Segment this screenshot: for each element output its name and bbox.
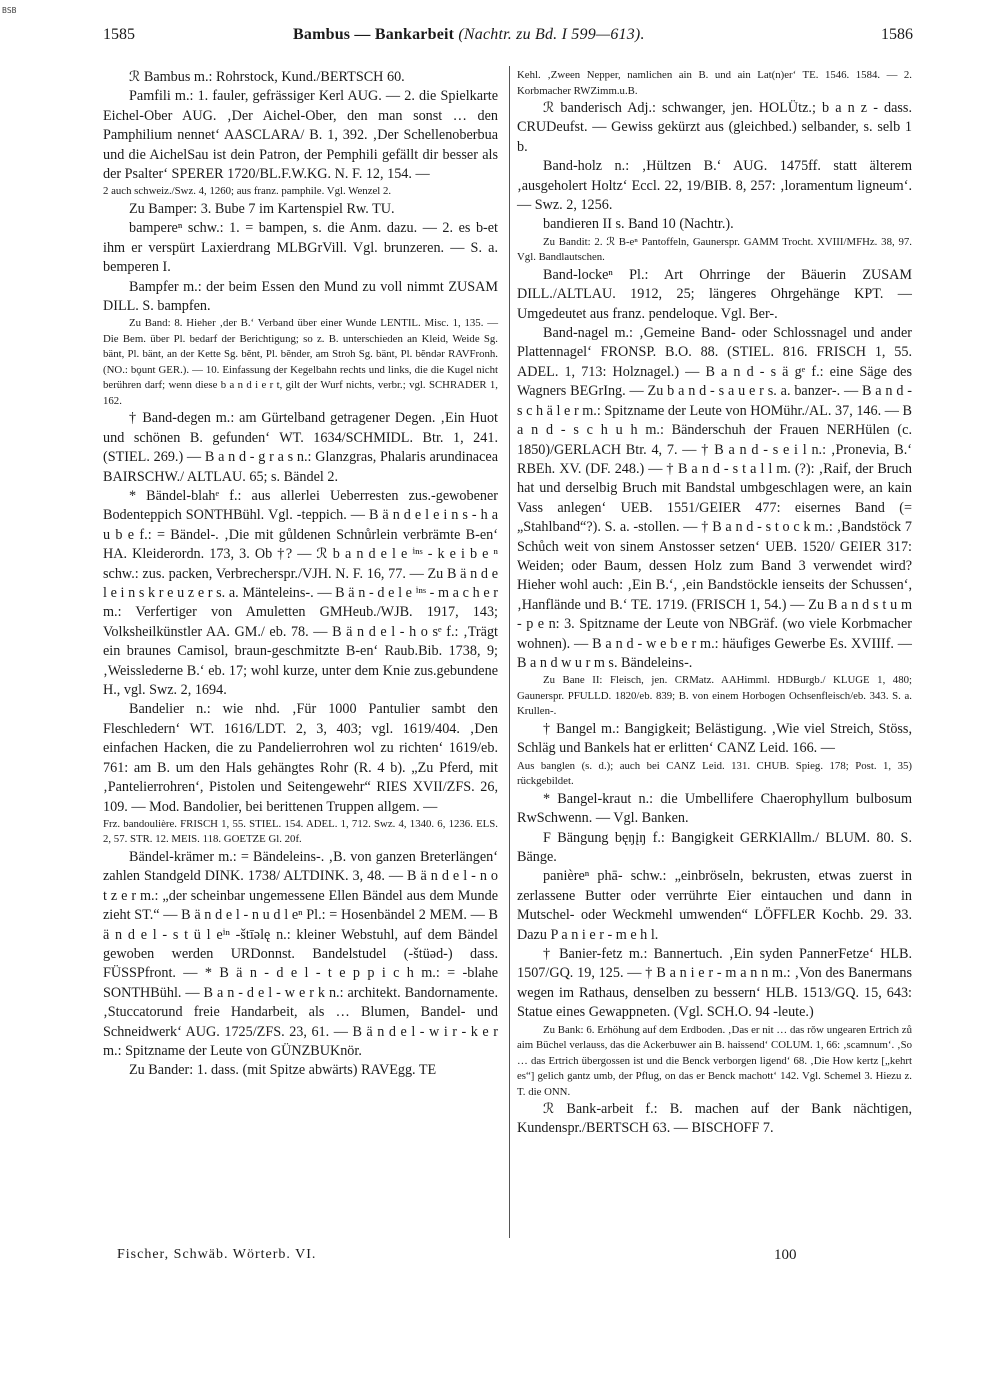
dictionary-entry: ℛ Bank-arbeit f.: B. machen auf der Bank nächtigen, Kundenspr./BERTSCH 63. — BISCHOFF 7. [517,1101,912,1137]
dictionary-entry: Kehl. ‚Zween Nepper, namlichen ain B. und ain Lat(n)er‘ TE. 1546. 1584. — 2. Korbmacher RWZimm.u.B. [517,69,912,97]
dictionary-entry: Band-holz n.: ‚Hültzen B.‘ AUG. 1475ff. statt älterem ‚ausgeholert Holtz‘ Eccl. 22, 19/BIB. 8, 257: ‚loramentum ligneum‘. — Swz. 2, 1256. [517,158,912,214]
dictionary-entry: bandieren II s. Band 10 (Nachtr.). [543,216,734,233]
dictionary-entry: Bampfer m.: der beim Essen den Mund zu voll nimmt ZUSAM DILL. S. bampfen. [103,278,498,314]
dictionary-entry: † Bangel m.: Bangigkeit; Belästigung. ‚Wie viel Streich, Stöss, Schläg und Bankels hat er erlitten‘ CANZ Leid. 166. — [517,720,912,757]
header-title-text: Bambus — Bankarbeit [293,26,455,43]
dictionary-entry: Zu Bank: 6. Erhöhung auf dem Erdboden. ‚Das er nit … das rǒw ungearen Ertrich zů aim Büchel verlauss, das die Ackerbuwer ain B. haissend‘ COLUM. 1, 66: ‚scamnum‘. ‚So … das Ertrich übergossen ist und die Benck verborgen ligend‘ 68. ‚Die How kertz [„kehrt es“] gelich gantz umb, der Pflug, on das er Benck machott‘ 142. Vgl. Schemel 3. Hiezu z. T. die ONN. [517,1023,912,1098]
page-header [103,26,913,48]
header-title [293,26,645,44]
dictionary-entry: Band-lockeⁿ Pl.: Art Ohrringe der Bäuerin ZUSAM DILL./ALTLAU. 1912, 25; längeres Ohrgehänge KPT. — Umgedeutet aus franz. pendeloque. Vgl. Ber-. [517,266,912,322]
dictionary-entry: ℛ banderisch Adj.: schwanger, jen. HOLÜtz.; b a n z - dass. CRUDeufst. — Gewiss gekürzt aus (gleichbed.) selbander, s. selb 1 b. [517,100,912,155]
column-divider [509,66,510,1238]
dictionary-entry: Zu Bandit: 2. ℛ B-eⁿ Pantoffeln, Gaunerspr. GAMM Trocht. XVIII/MFHz. 38, 97. Vgl. Bandlautschen. [517,235,912,264]
dictionary-entry: Pamfili m.: 1. fauler, gefrässiger Kerl AUG. — 2. die Spielkarte Eichel-Ober AUG. ‚Der Aichel-Ober, den man sonst … den Pamphilium nennet‘ AASCLARA/ B. 1, 392. ‚Der Schellenoberbua und die AichelSau ist dein Patron, der Pemphili gefällt dir besser als der Psalter‘ SPERER 1720/BL.F.W.KG. N. F. 12, 154. — [103,88,498,183]
dictionary-entry: panièreⁿ phā- schw.: „einbröseln, bekrusten, etwas zuerst in zerlassene Butter oder verrührte Eier eintauchen und dann in Mutschel- oder Weckmehl umwenden“ LÖFFLER Kochb. 29. 33. Dazu P a n i e r - m e h l. [517,868,912,943]
page-number-right: 1586 [881,26,913,43]
dictionary-entry: bampereⁿ schw.: 1. = bampen, s. die Anm. dazu. — 2. es b-et ihm er verspürt Laxierdrang MLBGrVill. Vgl. brunzeren. — S. a. bemperen I. [103,220,498,276]
footer-source: Fischer, Schwäb. Wörterb. VI. [117,1247,317,1262]
dictionary-entry: Frz. bandoulière. FRISCH 1, 55. STIEL. 154. ADEL. 1, 712. Swz. 4, 1340. 6, 1236. ELS. 2, 57. STR. 12. MEIS. 118. GOETZE Gl. 20f. [103,817,498,846]
dictionary-entry: * Bangel-kraut n.: die Umbellifere Chaerophyllum bulbosum RwSchwenn. — Vgl. Banken. [517,790,912,827]
dictionary-entry: Zu Bander: 1. dass. (mit Spitze abwärts) RAVEgg. TE [129,1062,437,1079]
page-footer [117,1247,917,1271]
page-number-left: 1585 [103,26,135,43]
dictionary-entry: ℛ Bambus m.: Rohrstock, Kund./BERTSCH 60. [129,69,405,85]
library-stamp: BSB [2,6,17,15]
dictionary-entry: Zu Band: 8. Hieher ‚der B.‘ Verband über einer Wunde LENTIL. Misc. 1, 135. — Die Bem. über Pl. bedarf der Berichtigung; so z. B. unterschieden an Kleid, Weide Sg. bänt, Pl. bänt, an der Kette Sg. bĕnt, Pl. bĕnder, am Stroh Sg. bänt, Pl. bĕndər RAVFronh. (NO.: bǫunt GER.). — 10. Einfassung der Kegelbahn rechts und links, die die Kugel nicht berühren darf; wenn diese b a n d i e r t, gilt der Wurf nichts, verbr.; vgl. SCHRADER 1, 162. [103,317,498,407]
right-column [517,68,912,1139]
left-column [103,68,498,1081]
dictionary-entry: Bändel-krämer m.: = Bändeleins-. ‚B. von ganzen Breterlängen‘ zahlen Standgeld DINK. 1738/ ALTDINK. 3, 48. — B ä n d e l - n o t z e r m.: „der scheinbar ungemessene Ellen Bändel aus dem Munde zieht ST.“ — B ä n d e l - n u d l eⁿ Pl.: = Hosenbändel 2 MEM. — B ä n d e l - s t ü l eⁱⁿ -štīəlę n.: kleiner Webstuhl, auf dem Bändel gewoben werden URDonnst. Bandelstudel (-štüəd-) dass. FÜSSPfront. — * B ä n - d e l - t e p p i c h m.: = -blahe SONTHBühl. — B a n - d e l - w e r k n.: architekt. Bandornamente. ‚Stuccatorund freie Handarbeit, als … Blumen, Bandel- und Schneidwerk‘ AUG. 1725/ZFS. 23, 61. — B ä n d e l - w i r - k e r m.: Spitzname der Leute von GÜNZBUKnör. [103,848,498,1059]
dictionary-entry: † Band-degen m.: am Gürtelband getragener Degen. ‚Ein Huot und schönen B. gefunden‘ WT. 1634/SCHMIDL. Btr. 1, 241. (STIEL. 269.) — B a n d - g r a s n.: Glanzgras, Phalaris arundinacea BAIRSCHW./ ALTLAU. 65; s. Bändel 2. [103,410,498,485]
dictionary-entry: Zu Bane II: Fleisch, jen. CRMatz. AAHimml. HDBurgb./ KLUGE 1, 480; Gaunerspr. PFULLD. 1820/eb. 839; B. von einem Horbogen Ochsenfleisch/eb. 343. S. a. Krullen-. [517,674,912,718]
dictionary-entry: Band-nagel m.: ‚Gemeine Band- oder Schlossnagel und ander Plattennagel‘ FRONSP. B.O. 88. (STIEL. 816. FRISCH 1, 55. ADEL. 1, 713: Holznagel.) — B a n d - s ä gᵉ f.: eine Säge des Wagners BEGrIng. — Zu b a n d - s a u e r s. a. banzer-. — B a n d - s c h ä l e r m.: Spitzname der Leute von HOMühr./AL. 37, 146. — B a n d - s c h u h m.: Bänderschuh der Frauen NERHülen (c. 1850)/GERLACH Btr. 4, 7. — † B a n d - s e i l n.: ‚Pronevia, B.‘ RBEh. XV. (DF. 248.) — † B a n d - s t a l l m. (?): ‚Raif, der Bruch hat und derselbig Bruch mit Bandstal umbgeschlagen were, an kain Vass anlegen‘ UEB. 1551/GEIER 477: eisernes Band (= „Stahlband“?). S. a. -stollen. — † B a n d - s t o c k m.: ‚Bandstöck 7 Schůch weit von sinem Anstosser setzen‘ UEB. 1520/ GEIER 317: Weiden; oder Baum, dessen Holz zum Band 3 verwendet wird? Hieher wohl auch: ‚Ein B.‘, ‚ein Bandstöckle ienseits der Schussen‘, ‚Hanflände und B.‘ TE. 1719. (FRISCH 1, 54.) — Zu B a n d s t u m - p e n: 3. Spitzname der Leute von NBGräf. (wo viele Korbmacher wohnen). — B a n d - w e b e r m.: häufiges Gewerbe Es. XVIIIf. — B a n d w u r m s. Bändeleins-. [517,325,912,671]
dictionary-entry: * Bändel-blahᵉ f.: aus allerlei Ueberresten zus.-gewobener Bodenteppich SONTHBühl. Vgl. -teppich. — B ä n d e l e i n s - h a u b e f.: = Bändel-. ‚Die mit gůldenen Schnůrlein verbrämte B-en‘ HA. Kleiderordn. 173, 3. Ob †? — ℛ b a n d e l e ⁱⁿˢ - k e i b e ⁿ schw.: zus. packen, Verbrecherspr./VJH. N. F. 16, 77. — Zu B ä n d e l e i n s k r e u z e r s. a. Mänteleins-. — B ä n - d e l e ⁱⁿˢ - m a c h e r m.: Verfertiger von Amuletten GMHeub./WJB. 1917, 143; Volksheilkünstler AA. GM./ eb. 78. — B ä n d e l - h o sᵉ f.: ‚Trägt ein braunes Camisol, braun-geschmitzte B-en‘ Raub.Bib. 1738, 9; ‚Weisslederne B.‘ eb. 17; wohl kurze, unter dem Knie zus.gebundene H., vgl. Swz. 2, 1694. [103,488,498,699]
dictionary-entry: 2 auch schweiz./Swz. 4, 1260; aus franz. pamphile. Vgl. Wenzel 2. [103,185,392,198]
dictionary-entry: Zu Bamper: 3. Bube 7 im Kartenspiel Rw. TU. [129,200,395,217]
header-subtitle: (Nachtr. zu Bd. I 599—613). [458,26,645,43]
dictionary-entry: F Bängung bęŋįŋ f.: Bangigkeit GERKlAllm./ BLUM. 80. S. Bänge. [517,829,912,865]
footer-signature-number: 100 [774,1247,797,1263]
dictionary-entry: Bandelier n.: wie nhd. ‚Für 1000 Pantulier sambt den Fleschledern‘ WT. 1616/LDT. 2, 3, 403; vgl. 1619/404. ‚Den einfachen Hacken, die zu Pandelierrohren wol zu richten‘ 1619/eb. 761: am B. um den Hals gehängtes Rohr (R. 4 b). „Zu Pferd, mit ‚Pantelierrohren‘, Pistolen und Seitengewehr“ RIES XVII/ZFS. 26, 109. — Mod. Bandolier, bei berittenen Truppen allgem. — [103,701,498,815]
dictionary-entry: Aus banglen (s. d.); auch bei CANZ Leid. 131. CHUB. Spieg. 178; Post. 1, 35) rückgebildet. [517,759,912,788]
dictionary-entry: † Banier-fetz m.: Bannertuch. ‚Ein syden PannerFetze‘ HLB. 1507/GQ. 19, 125. — † B a n i e r - m a n n m.: ‚Von des Banermans wegen im Rathaus, denselben zu bessern‘ HLB. 1513/GQ. 15, 643: Statue eines Gewappneten. (Vgl. SCH.O. 94 -leute.) [517,945,912,1021]
